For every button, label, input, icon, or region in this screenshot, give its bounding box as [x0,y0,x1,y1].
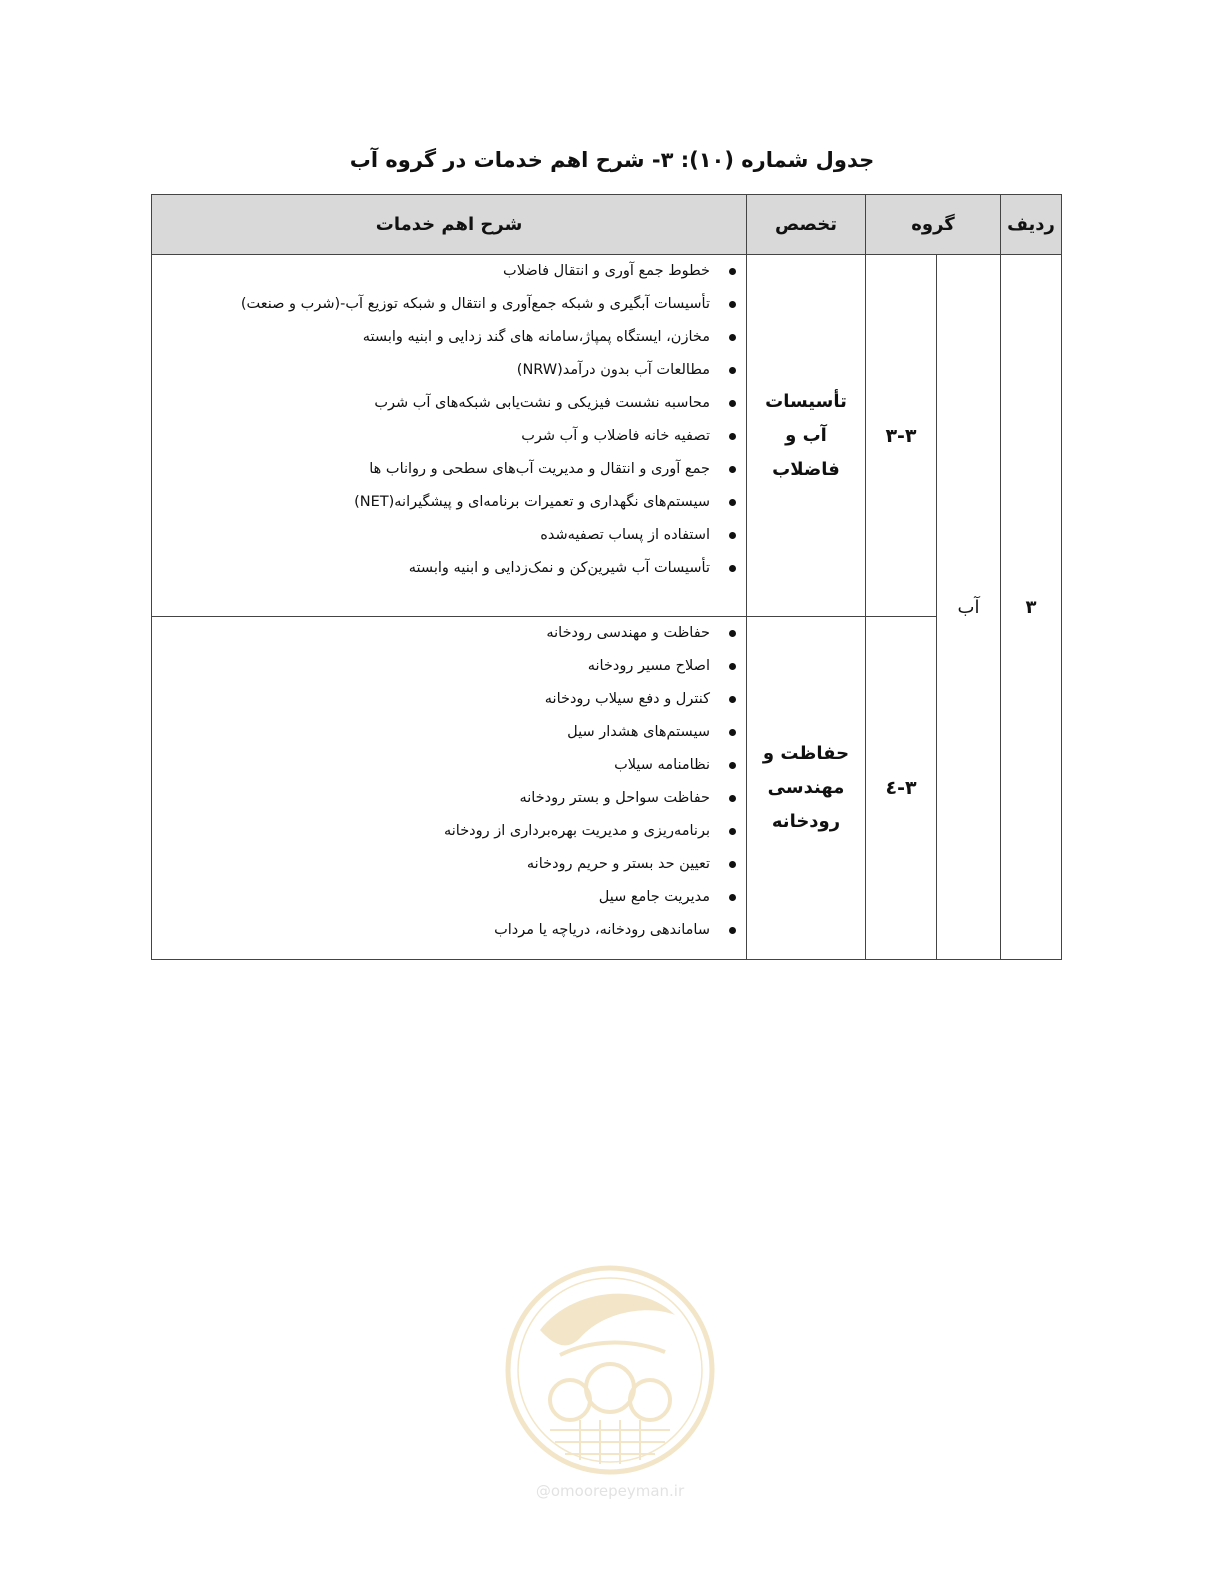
list-item-text: حفاظت سواحل و بستر رودخانه [519,790,710,806]
list-item-text: مطالعات آب بدون درآمد(NRW) [516,362,710,378]
specialty-line: فاضلاب [772,458,840,480]
list-item [152,716,746,749]
specialty-line: آب و [785,424,827,446]
bullet-icon [729,268,736,275]
bullet-icon [729,828,736,835]
header-description: شرح اهم خدمات [152,195,747,255]
list-item-text: خطوط جمع آوری و انتقال فاضلاب [503,263,710,279]
row-number-cell: ۳ [1001,255,1062,960]
list-item [152,552,746,585]
list-item [152,519,746,552]
bullet-icon [729,795,736,802]
table-row [152,255,1062,617]
subgroup-code-cell: ۳-٤ [866,617,937,960]
page-title: جدول شماره (۱۰): ۳- شرح اهم خدمات در گروه آب [349,148,875,172]
specialty-line: رودخانه [771,811,841,832]
list-item-text: مدیریت جامع سیل [598,889,710,905]
bullet-icon [729,433,736,440]
list-item [152,683,746,716]
header-row-number: ردیف [1001,195,1062,255]
list-item [152,288,746,321]
group-name-cell: آب [937,255,1001,960]
watermark-logo [500,1260,720,1510]
bullet-icon [729,894,736,901]
bullet-icon [729,334,736,341]
list-item [152,881,746,914]
bullet-icon [729,367,736,374]
description-cell [152,617,747,960]
service-list [152,255,746,585]
specialty-line: مهندسی [767,777,845,798]
list-item [152,453,746,486]
list-item-text: برنامه‌ریزی و مدیریت بهره‌برداری از رودخانه [443,823,710,839]
services-table [151,194,1062,960]
bullet-icon [729,729,736,736]
list-item-text: نظامنامه سیلاب [614,757,710,773]
table-header-row [152,195,1062,255]
logo-emblem-icon [500,1260,720,1480]
watermark-url: @omoorepeyman.ir [535,1482,685,1500]
specialty-line: حفاظت و [762,743,850,764]
subgroup-code-cell: ۳-۳ [866,255,937,617]
list-item-text: کنترل و دفع سیلاب رودخانه [544,691,710,707]
header-specialty: تخصص [747,195,866,255]
list-item-text: سیستم‌های هشدار سیل [567,724,710,740]
description-cell [152,255,747,617]
bullet-icon [729,301,736,308]
list-item [152,486,746,519]
list-item-text: تأسیسات آبگیری و شبکه جمع‌آوری و انتقال و شبکه توزیع آب-(شرب و صنعت) [240,296,710,312]
bullet-icon [729,663,736,670]
list-item-text: حفاظت و مهندسی رودخانه [546,625,710,641]
bullet-icon [729,466,736,473]
list-item-text: تصفیه خانه فاضلاب و آب شرب [521,428,710,444]
bullet-icon [729,762,736,769]
list-item [152,255,746,288]
list-item-text: مخازن، ایستگاه پمپاژ،سامانه های گند زدایی و ابنیه وابسته [362,329,710,345]
list-item [152,321,746,354]
list-item-text: محاسبه نشست فیزیکی و نشت‌یابی شبکه‌های آب شرب [374,395,710,411]
list-item [152,617,746,650]
bullet-icon [729,565,736,572]
list-item [152,914,746,947]
list-item [152,354,746,387]
bullet-icon [729,630,736,637]
list-item-text: جمع آوری و انتقال و مدیریت آب‌های سطحی و رواناب ها [369,461,710,477]
specialty-cell [747,617,866,960]
list-item-text: تعیین حد بستر و حریم رودخانه [526,856,710,872]
list-item-text: تأسیسات آب شیرین‌کن و نمک‌زدایی و ابنیه وابسته [408,560,710,576]
list-item-text: استفاده از پساب تصفیه‌شده [540,527,710,543]
list-item [152,848,746,881]
list-item-text: اصلاح مسیر رودخانه [587,658,710,674]
list-item [152,782,746,815]
service-list [152,617,746,947]
list-item [152,420,746,453]
specialty-line: تأسیسات [765,390,847,412]
specialty-cell [747,255,866,617]
bullet-icon [729,696,736,703]
bullet-icon [729,532,736,539]
bullet-icon [729,927,736,934]
bullet-icon [729,861,736,868]
list-item [152,387,746,420]
list-item [152,749,746,782]
bullet-icon [729,499,736,506]
list-item [152,650,746,683]
header-group: گروه [866,195,1001,255]
bullet-icon [729,400,736,407]
list-item-text: سیستم‌های نگهداری و تعمیرات برنامه‌ای و پیشگیرانه(NET) [354,494,710,510]
list-item [152,815,746,848]
list-item-text: ساماندهی رودخانه، دریاچه یا مرداب [494,922,710,938]
table-row [152,617,1062,960]
